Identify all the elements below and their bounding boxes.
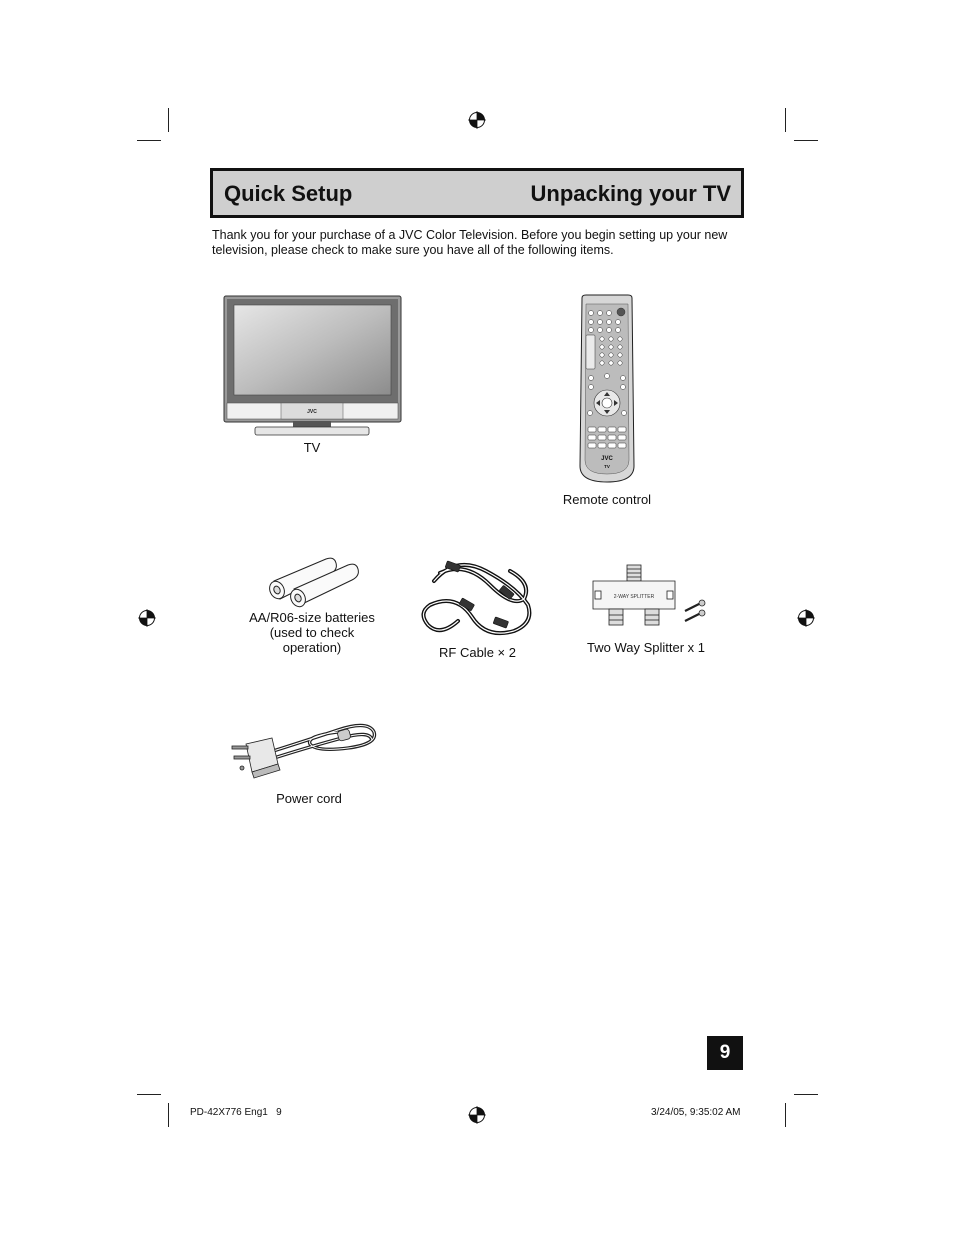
footer-timestamp: 3/24/05, 9:35:02 AM [651, 1107, 741, 1118]
power-cord-illustration [228, 716, 378, 786]
tv-caption: TV [303, 440, 321, 455]
page-title: Unpacking your TV [530, 181, 731, 206]
rf-cable-caption: RF Cable × 2 [439, 645, 516, 660]
registration-mark-icon [468, 1106, 486, 1124]
splitter-label: 2-WAY SPLITTER [613, 594, 655, 600]
section-title: Quick Setup [224, 181, 353, 206]
tv-illustration [223, 295, 403, 437]
batteries-illustration [264, 553, 364, 609]
intro-paragraph: Thank you for your purchase of a JVC Color Television. Before you begin setting up your new television, please check to make sure you have all of the following items. [212, 228, 728, 257]
power-cord-caption: Power cord [276, 791, 342, 806]
crop-mark [794, 1094, 818, 1095]
tv-brand-label: JVC [307, 409, 317, 415]
crop-mark [785, 1103, 786, 1127]
rf-cable-illustration [416, 553, 536, 641]
crop-mark [785, 108, 786, 132]
splitter-caption: Two Way Splitter x 1 [587, 640, 705, 655]
crop-mark [137, 140, 161, 141]
registration-mark-icon [468, 111, 486, 129]
crop-mark [794, 140, 818, 141]
section-header [210, 168, 744, 218]
crop-mark [137, 1094, 161, 1095]
remote-control-illustration [578, 294, 636, 484]
crop-mark [168, 108, 169, 132]
crop-mark [168, 1103, 169, 1127]
remote-tv-label: TV [604, 464, 610, 469]
registration-mark-icon [138, 609, 156, 627]
registration-mark-icon [797, 609, 815, 627]
remote-caption: Remote control [562, 492, 652, 507]
splitter-illustration [591, 563, 707, 629]
footer-file-label: PD-42X776 Eng1 9 [190, 1107, 282, 1118]
page-number-badge: 9 [707, 1036, 743, 1070]
batteries-caption: AA/R06-size batteries (used to check operation) [249, 610, 375, 655]
remote-brand-label: JVC [601, 456, 613, 462]
